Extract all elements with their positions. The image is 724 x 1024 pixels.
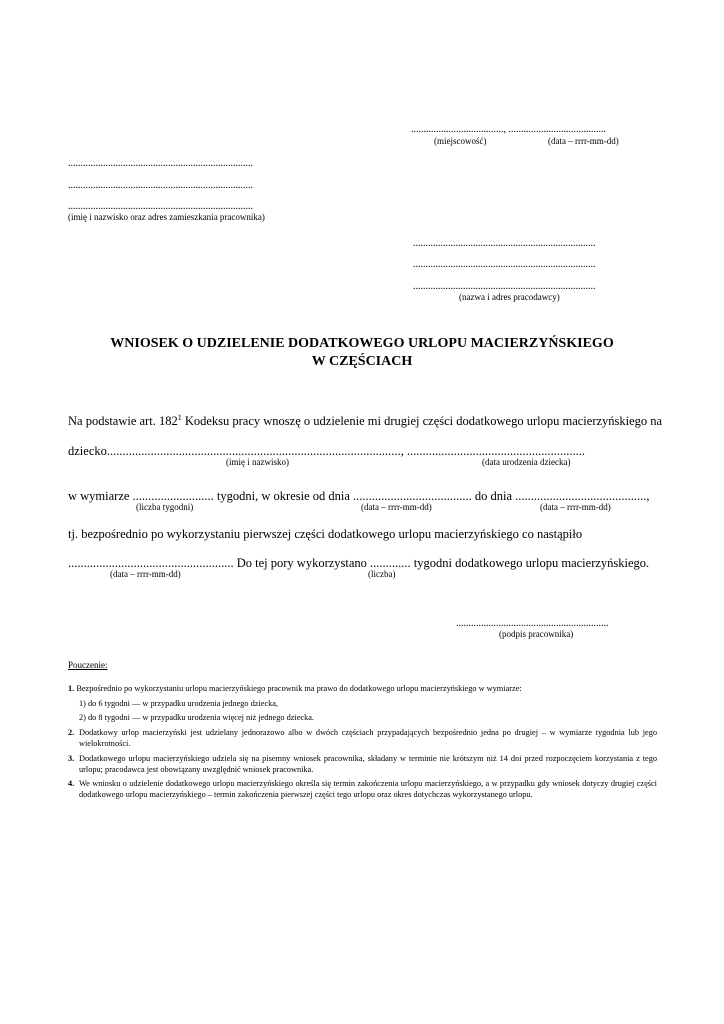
body-line-1-start: Na podstawie art. 182 [68, 414, 178, 428]
employee-line-3[interactable]: .......................................................................... [68, 201, 253, 212]
weeks-count-label: (liczba tygodni) [136, 502, 194, 512]
instructions-heading: Pouczenie: [68, 660, 108, 670]
employer-line-1[interactable]: ......................................................................... [413, 238, 596, 249]
place-label: (miejscowość) [434, 136, 487, 146]
body-line-4: tj. bezpośrednio po wykorzystaniu pierwszej części dodatkowego urlopu macierzyńskiego co nastąpiło [68, 527, 583, 541]
instruction-number-2: 2. [68, 728, 75, 737]
instruction-subitem-2: 2) do 8 tygodni — w przypadku urodzenia więcej niż jednego dziecka. [79, 713, 314, 722]
child-name-label: (imię i nazwisko) [226, 457, 289, 467]
instruction-subitem-1: 1) do 6 tygodni — w przypadku urodzenia jednego dziecka, [79, 699, 279, 708]
instruction-number-4: 4. [68, 779, 75, 788]
signature-label: (podpis pracownika) [499, 629, 574, 639]
employer-label: (nazwa i adres pracodawcy) [459, 292, 560, 302]
instruction-item-1 [68, 684, 658, 695]
place-date-field[interactable]: ....................................., ....................................... [411, 124, 606, 135]
document-title-line-1: WNIOSEK O UDZIELENIE DODATKOWEGO URLOPU MACIERZYŃSKIEGO [110, 336, 614, 351]
child-birth-date-label: (data urodzenia dziecka) [482, 457, 571, 467]
article-superscript: 1 [177, 412, 182, 422]
signature-field[interactable]: ............................................................. [456, 618, 609, 629]
used-count-label: (liczba) [368, 569, 396, 579]
child-field-line[interactable]: dziecko.............................................................................................., ......................................................... [68, 444, 585, 458]
from-date-label: (data – rrrr-mm-dd) [361, 502, 432, 512]
employee-label: (imię i nazwisko oraz adres zamieszkania pracownika) [68, 212, 265, 222]
instruction-number-1: 1. [68, 684, 75, 693]
instruction-text-4: We wniosku o udzielenie dodatkowego urlopu macierzyńskiego określa się termin zakończenia urlopu macierzyńskiego, a w przypadku gdy wniosek dotyczy drugiej części dodatkowego urlopu macierzyńskiego – termin zakończenia pierwszej części tego urlopu oraz okres dotychczas wykorzystanego urlopu. [79, 779, 657, 799]
document-title-line-2: W CZĘŚCIACH [311, 354, 413, 369]
body-line-1 [68, 414, 662, 429]
instruction-number-3: 3. [68, 754, 75, 763]
employee-line-2[interactable]: .......................................................................... [68, 180, 253, 191]
period-field-line[interactable]: w wymiarze .......................... tygodni, w okresie od dnia ...................................... do dnia .........................................., [68, 489, 650, 503]
used-date-label: (data – rrrr-mm-dd) [110, 569, 181, 579]
body-line-1-end: Kodeksu pracy wnoszę o udzielenie mi drugiej części dodatkowego urlopu macierzyńskiego na [181, 414, 663, 428]
instruction-text-1: Bezpośrednio po wykorzystaniu urlopu macierzyńskiego pracownik ma prawo do dodatkowego urlopu macierzyńskiego w wymiarze: [76, 684, 522, 693]
used-leave-field-line[interactable]: ..................................................... Do tej pory wykorzystano ............. tygodni dodatkowego urlopu macierzyńskiego. [68, 556, 650, 570]
employer-line-2[interactable]: ......................................................................... [413, 259, 596, 270]
instruction-text-3: Dodatkowego urlopu macierzyńskiego udziela się na pisemny wniosek pracownika, składany w terminie nie krótszym niż 14 dni przed rozpoczęciem korzystania z tego urlopu; pracodawca jest obowiązany uwzględnić wniosek pracownika. [79, 754, 657, 774]
instruction-text-2: Dodatkowy urlop macierzyński jest udzielany jednorazowo albo w dwóch częściach przypadających bezpośrednio jedna po drugiej – w wymiarze tygodnia lub jego wielokrotności. [79, 728, 657, 748]
employer-line-3[interactable]: ......................................................................... [413, 281, 596, 292]
to-date-label: (data – rrrr-mm-dd) [540, 502, 611, 512]
employee-line-1[interactable]: .......................................................................... [68, 158, 253, 169]
date-label: (data – rrrr-mm-dd) [548, 136, 619, 146]
